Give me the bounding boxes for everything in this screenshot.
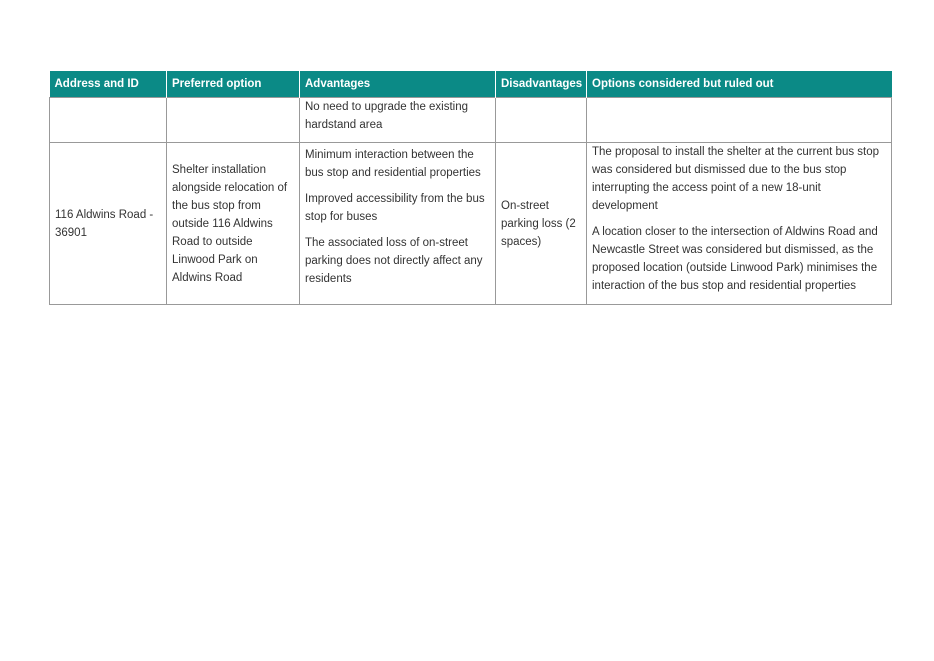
- cell-address: 116 Aldwins Road - 36901: [50, 143, 167, 305]
- cell-address: [50, 98, 167, 143]
- advantage-item: No need to upgrade the existing hardstand area: [305, 101, 469, 131]
- header-address-and-id: Address and ID: [50, 71, 167, 98]
- header-options-ruled-out: Options considered but ruled out: [587, 71, 892, 98]
- table-header: [50, 71, 892, 98]
- header-row: [50, 71, 892, 98]
- cell-preferred-option: [167, 98, 300, 143]
- advantage-item: Minimum interaction between the bus stop and residential properties: [305, 149, 481, 179]
- header-disadvantages: Disadvantages: [496, 71, 587, 98]
- table-row: [50, 143, 892, 305]
- cell-preferred-option: Shelter installation alongside relocation of the bus stop from outside 116 Aldwins Road to outside Linwood Park on Aldwins Road: [167, 143, 300, 305]
- header-advantages: Advantages: [300, 71, 496, 98]
- table-body: [50, 98, 892, 305]
- cell-options-ruled-out: [587, 143, 892, 305]
- advantage-item: Improved accessibility from the bus stop for buses: [305, 193, 485, 223]
- options-table: [49, 71, 892, 305]
- ruled-out-item: A location closer to the intersection of Aldwins Road and Newcastle Street was considered but dismissed, as the proposed location (outside Linwood Park) minimises the interaction of the bus stop and residential properties: [592, 226, 878, 292]
- advantage-item: The associated loss of on-street parking does not directly affect any residents: [305, 237, 483, 285]
- cell-disadvantages: [496, 98, 587, 143]
- header-preferred-option: Preferred option: [167, 71, 300, 98]
- cell-advantages: [300, 143, 496, 305]
- ruled-out-item: The proposal to install the shelter at the current bus stop was considered but dismissed due to the bus stop interrupting the access point of a new 18-unit development: [592, 146, 880, 212]
- cell-advantages: [300, 98, 496, 143]
- table-row-continuation: [50, 98, 892, 143]
- cell-disadvantages: On-street parking loss (2 spaces): [496, 143, 587, 305]
- options-table-container: [49, 71, 891, 305]
- cell-options-ruled-out: [587, 98, 892, 143]
